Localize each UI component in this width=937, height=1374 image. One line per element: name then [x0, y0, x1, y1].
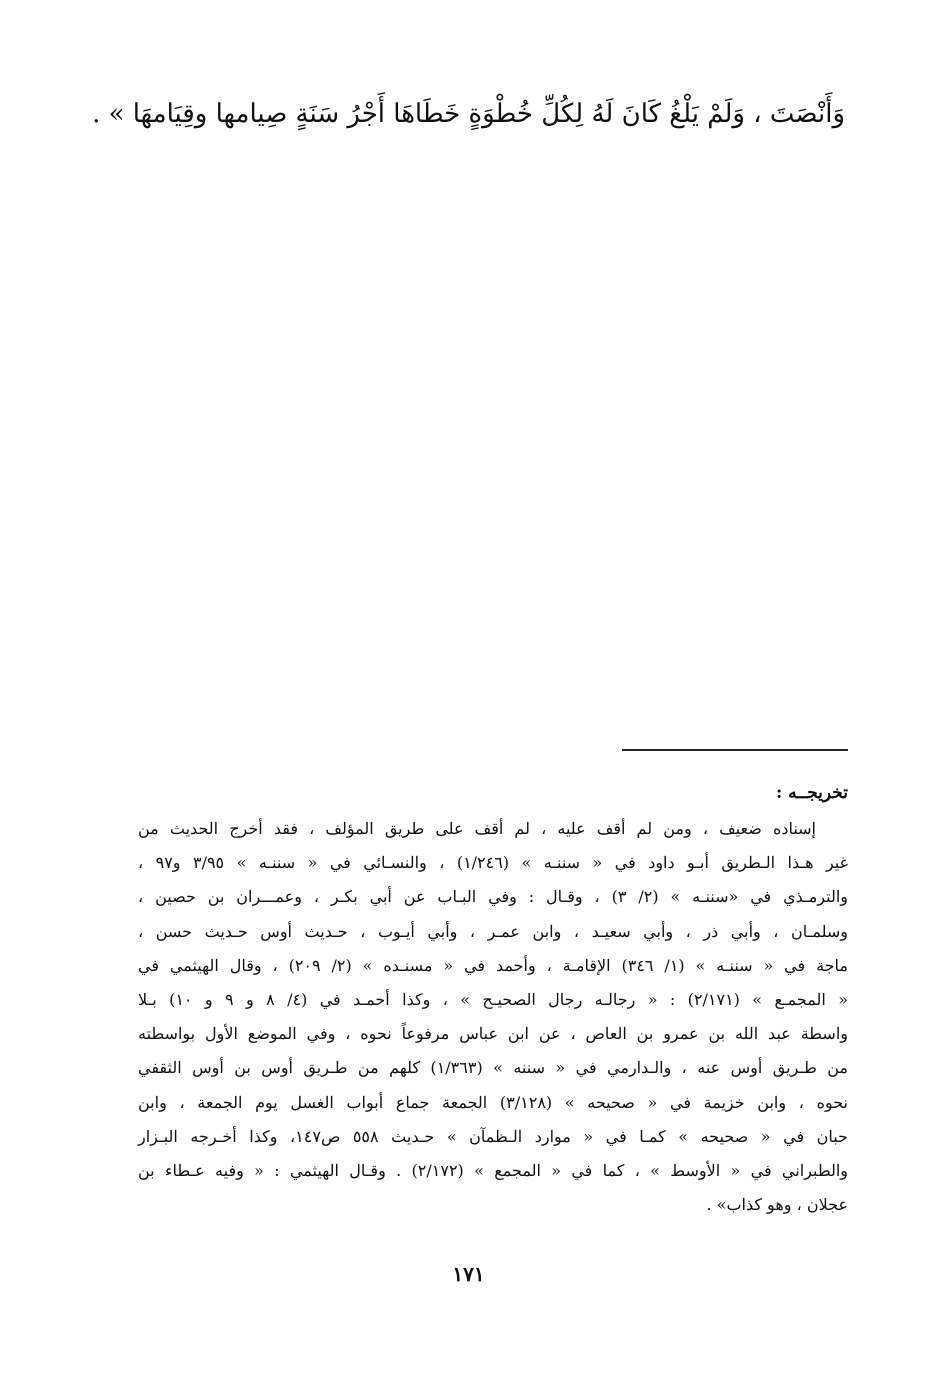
footnote-line: غير هـذا الـطريق أبـو داود في « سننـه » (١/٢٤٦) ، والنسـائي في « سننـه » ٣/٩٥ و٩٧ ،: [138, 853, 848, 873]
hadith-text: وَأَنْصَتَ ، وَلَمْ يَلْغُ كَانَ لَهُ لِكُلِّ خُطْوَةٍ خَطَاهَا أَجْرُ سَنَةٍ صِيامها وقِيَامهَا » .: [92, 99, 845, 129]
footnote-line: وسلمـان ، وأبي ذر ، وأبي سعيـد ، وابن عمـر ، وأبي أيـوب ، حـديث أوس حـديث حسن ،: [138, 921, 848, 941]
footnote-divider: [622, 749, 848, 751]
footnote-line: « المجمـع » (٢/١٧١) : « رجالـه رجال الصحيـح » ، وكذا أحمـد في (٤/ ٨ و ٩ و ١٠) بـلا: [138, 989, 848, 1009]
footnote-line: نحوه ، وابن خزيمة في « صحيحه » (٣/١٢٨) الجمعة جماع أبواب الغسل يوم الجمعة ، وابن: [138, 1092, 848, 1112]
footnote-line: واسطة عبد الله بن عمرو بن العاص ، عن ابن عباس مرفوعاً نحوه ، وفي الموضع الأول بواسطته: [138, 1024, 848, 1044]
footnote-line: إسناده ضعيف ، ومن لم أقف عليه ، لم أقف على طريق المؤلف ، فقد أخرج الحديث من: [138, 819, 816, 838]
footnote-line: عجلان ، وهو كذاب» .: [706, 1195, 848, 1215]
footnote-line: من طـريق أوس عنه ، والـدارمي في « سننه » (١/٣٦٣) كلهم من طـريق أوس بن أوس الثقفي: [138, 1058, 848, 1078]
footnote-line: والطبراني في « الأوسط » ، كما في « المجمع » (٢/١٧٢) . وقـال الهيثمي : « وفيه عـطاء بن: [138, 1160, 848, 1180]
footnote-line: حبان في « صحيحه » كمـا في « موارد الـظمآن » حـديث ٥٥٨ ص١٤٧، وكذا أخـرجه البـزار: [138, 1126, 848, 1146]
footnote-line: والترمـذي في «سننـه » (٢/ ٣) ، وقـال : وفي البـاب عن أبي بكـر ، وعمـــران بن حصين ،: [138, 887, 848, 907]
page-number: ١٧١: [452, 1262, 485, 1286]
footnote-body: [138, 812, 848, 1222]
footnote-heading: تخريجــه :: [775, 783, 848, 803]
footnote-line: ماجة في « سننـه » (١/ ٣٤٦) الإقامـة ، وأحمد في « مسنـده » (٢/ ٢٠٩) ، وقال الهيثمي في: [138, 955, 848, 975]
